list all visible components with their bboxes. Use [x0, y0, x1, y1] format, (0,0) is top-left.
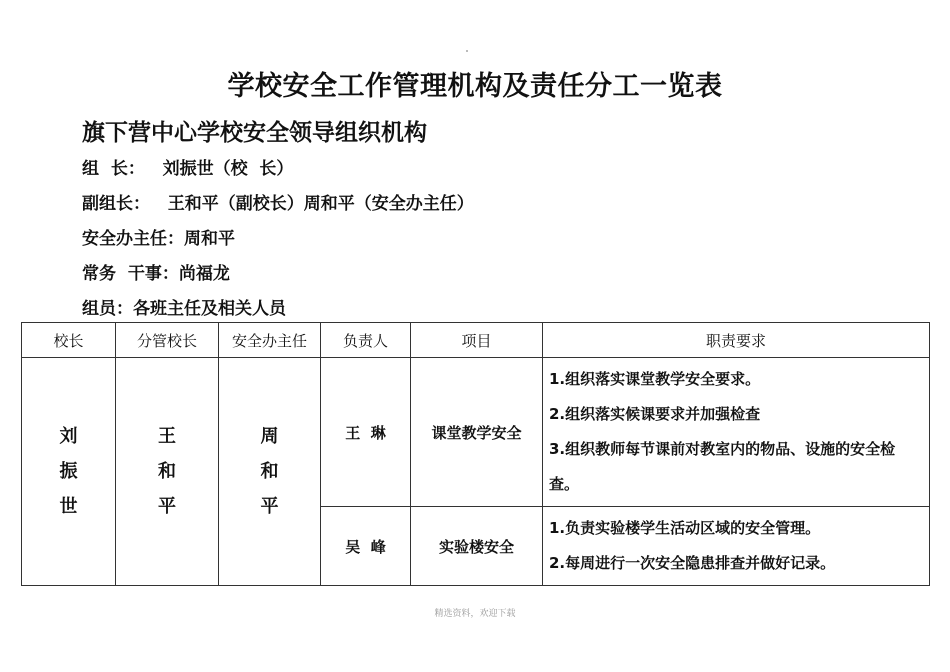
cell-requirements — [543, 507, 930, 586]
cell-person: 吴 峰 — [321, 507, 411, 586]
cell-requirements — [543, 358, 930, 507]
table-row — [22, 358, 930, 507]
stray-dot — [466, 50, 468, 52]
requirement-item: 1.组织落实课堂教学安全要求。 — [549, 370, 761, 388]
char: 和 — [158, 461, 176, 482]
page-footer: 精选资料，欢迎下载 — [434, 609, 516, 619]
char: 世 — [59, 496, 78, 517]
char: 振 — [59, 461, 78, 482]
cell-project: 课堂教学安全 — [411, 358, 543, 507]
info-line-executive: 常务 干事：尚福龙 — [82, 264, 230, 284]
table-header-row — [22, 323, 930, 358]
char: 平 — [158, 496, 176, 517]
requirement-item: 2.组织落实候课要求并加强检查 — [549, 405, 761, 423]
header-person-in-charge: 负责人 — [321, 323, 411, 358]
header-project: 项目 — [411, 323, 543, 358]
char: 和 — [260, 461, 279, 482]
cell-safety-director-name — [219, 358, 321, 586]
header-vice-principal: 分管校长 — [116, 323, 219, 358]
char: 平 — [260, 496, 279, 517]
cell-vice-principal-name — [116, 358, 219, 586]
info-line-safety-director: 安全办主任：周和平 — [82, 229, 235, 249]
header-principal: 校长 — [22, 323, 116, 358]
char: 王 — [158, 426, 176, 447]
document-title: 学校安全工作管理机构及责任分工一览表 — [227, 71, 723, 102]
requirement-item: 3.组织教师每节课前对教室内的物品、设施的安全检查。 — [549, 440, 896, 493]
header-requirements: 职责要求 — [543, 323, 930, 358]
char: 周 — [260, 426, 279, 447]
responsibility-table — [21, 322, 930, 586]
section-subtitle: 旗下营中心学校安全领导组织机构 — [82, 120, 427, 146]
header-safety-director: 安全办主任 — [219, 323, 321, 358]
char: 刘 — [59, 426, 78, 447]
cell-principal-name — [22, 358, 116, 586]
info-line-deputy: 副组长： 王和平（副校长）周和平（安全办主任） — [82, 194, 474, 214]
cell-project: 实验楼安全 — [411, 507, 543, 586]
info-line-leader: 组 长： 刘振世（校 长） — [82, 159, 294, 179]
info-line-members: 组员：各班主任及相关人员 — [82, 299, 286, 319]
requirement-item: 1.负责实验楼学生活动区域的安全管理。 — [549, 519, 821, 537]
requirement-item: 2.每周进行一次安全隐患排查并做好记录。 — [549, 554, 836, 572]
cell-person: 王 琳 — [321, 358, 411, 507]
